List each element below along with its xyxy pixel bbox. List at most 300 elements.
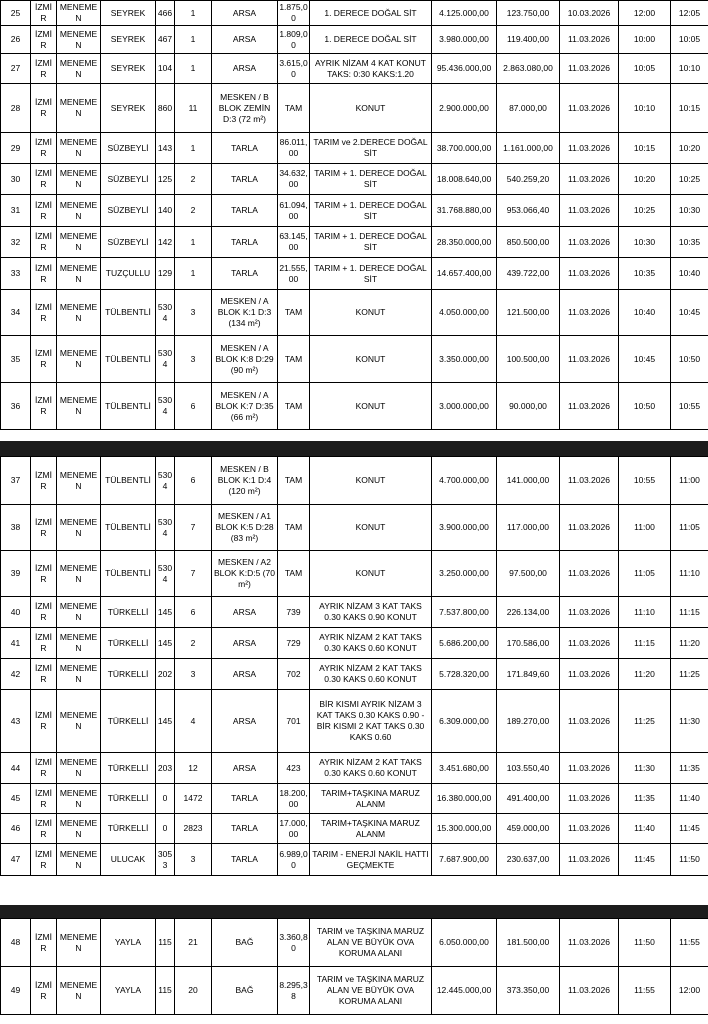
cell-bedel: 4.050.000,00 [432, 290, 497, 336]
cell-saat2: 12:00 [671, 967, 708, 1015]
cell-alan: 17.000,00 [278, 814, 310, 844]
cell-alan: 1.809,00 [278, 26, 310, 54]
cell-bedel: 3.900.000,00 [432, 505, 497, 551]
cell-nitelik: TARLA [212, 258, 278, 290]
cell-teminat: 439.722,00 [497, 258, 560, 290]
cell-nitelik: TARLA [212, 844, 278, 876]
cell-alan: 3.615,00 [278, 54, 310, 84]
cell-imar: KONUT [310, 505, 432, 551]
cell-saat1: 11:00 [619, 505, 671, 551]
cell-mahalle: TÜLBENTLİ [101, 383, 156, 430]
cell-parsel: 3 [175, 844, 212, 876]
cell-parsel: 6 [175, 597, 212, 628]
cell-parsel: 1472 [175, 784, 212, 814]
cell-mahalle: SÜZBEYLİ [101, 133, 156, 164]
cell-saat1: 10:55 [619, 457, 671, 505]
cell-ilce: MENEMEN [57, 753, 101, 784]
cell-tarih: 11.03.2026 [560, 54, 619, 84]
cell-ada: 5304 [156, 505, 175, 551]
cell-teminat: 230.637,00 [497, 844, 560, 876]
cell-ada: 5304 [156, 336, 175, 383]
cell-no: 35 [1, 336, 31, 383]
cell-bedel: 4.125.000,00 [432, 1, 497, 26]
cell-ada: 467 [156, 26, 175, 54]
cell-bedel: 38.700.000,00 [432, 133, 497, 164]
cell-imar: KONUT [310, 457, 432, 505]
cell-no: 45 [1, 784, 31, 814]
cell-ilce: MENEMEN [57, 227, 101, 258]
cell-alan: 702 [278, 659, 310, 690]
cell-imar: AYRIK NİZAM 3 KAT TAKS 0.30 KAKS 0.90 KONUT [310, 597, 432, 628]
cell-saat2: 10:45 [671, 290, 708, 336]
cell-tarih: 11.03.2026 [560, 164, 619, 195]
cell-saat2: 11:20 [671, 628, 708, 659]
cell-teminat: 170.586,00 [497, 628, 560, 659]
cell-ilce: MENEMEN [57, 844, 101, 876]
cell-saat1: 10:40 [619, 290, 671, 336]
cell-saat2: 11:25 [671, 659, 708, 690]
cell-nitelik: BAĞ [212, 919, 278, 967]
cell-parsel: 3 [175, 290, 212, 336]
cell-ada: 104 [156, 54, 175, 84]
table-row [1, 84, 708, 133]
cell-no: 43 [1, 690, 31, 753]
cell-alan: 729 [278, 628, 310, 659]
cell-saat2: 12:05 [671, 1, 708, 26]
cell-mahalle: TÜRKELLİ [101, 690, 156, 753]
cell-ada: 5304 [156, 457, 175, 505]
cell-imar: KONUT [310, 383, 432, 430]
cell-saat1: 11:45 [619, 844, 671, 876]
cell-ilce: MENEMEN [57, 195, 101, 227]
cell-saat1: 11:50 [619, 919, 671, 967]
cell-parsel: 12 [175, 753, 212, 784]
cell-parsel: 1 [175, 258, 212, 290]
cell-ilce: MENEMEN [57, 336, 101, 383]
page-break-band [0, 905, 708, 918]
cell-mahalle: TÜLBENTLİ [101, 551, 156, 597]
cell-alan: TAM [278, 290, 310, 336]
cell-tarih: 11.03.2026 [560, 919, 619, 967]
cell-saat2: 11:30 [671, 690, 708, 753]
table-row [1, 133, 708, 164]
cell-ilce: MENEMEN [57, 814, 101, 844]
cell-bedel: 95.436.000,00 [432, 54, 497, 84]
cell-mahalle: SEYREK [101, 1, 156, 26]
cell-teminat: 171.849,60 [497, 659, 560, 690]
cell-imar: TARIM ve 2.DERECE DOĞAL SİT [310, 133, 432, 164]
table-row [1, 628, 708, 659]
cell-imar: TARIM+TAŞKINA MARUZ ALANM [310, 784, 432, 814]
cell-no: 41 [1, 628, 31, 659]
cell-ilce: MENEMEN [57, 26, 101, 54]
cell-alan: 86.011,00 [278, 133, 310, 164]
table-row [1, 26, 708, 54]
auction-list-table [0, 918, 708, 1015]
cell-tarih: 11.03.2026 [560, 967, 619, 1015]
cell-parsel: 4 [175, 690, 212, 753]
cell-tarih: 11.03.2026 [560, 26, 619, 54]
cell-saat2: 11:45 [671, 814, 708, 844]
cell-parsel: 6 [175, 457, 212, 505]
cell-nitelik: MESKEN / B BLOK ZEMİN D:3 (72 m²) [212, 84, 278, 133]
cell-no: 28 [1, 84, 31, 133]
cell-nitelik: MESKEN / A1 BLOK K:5 D:28 (83 m²) [212, 505, 278, 551]
cell-parsel: 3 [175, 336, 212, 383]
cell-no: 40 [1, 597, 31, 628]
cell-bedel: 3.350.000,00 [432, 336, 497, 383]
cell-mahalle: YAYLA [101, 967, 156, 1015]
cell-tarih: 11.03.2026 [560, 628, 619, 659]
cell-mahalle: TÜLBENTLİ [101, 336, 156, 383]
cell-nitelik: MESKEN / A BLOK K:8 D:29 (90 m²) [212, 336, 278, 383]
cell-alan: TAM [278, 336, 310, 383]
table-row [1, 597, 708, 628]
cell-nitelik: ARSA [212, 26, 278, 54]
cell-il: İZMİR [31, 967, 57, 1015]
cell-saat1: 11:30 [619, 753, 671, 784]
table-row [1, 919, 708, 967]
cell-no: 47 [1, 844, 31, 876]
cell-alan: 1.875,00 [278, 1, 310, 26]
cell-tarih: 11.03.2026 [560, 336, 619, 383]
cell-no: 48 [1, 919, 31, 967]
cell-parsel: 1 [175, 1, 212, 26]
cell-no: 42 [1, 659, 31, 690]
cell-il: İZMİR [31, 919, 57, 967]
cell-il: İZMİR [31, 597, 57, 628]
cell-il: İZMİR [31, 844, 57, 876]
cell-saat1: 11:10 [619, 597, 671, 628]
cell-ilce: MENEMEN [57, 84, 101, 133]
cell-no: 31 [1, 195, 31, 227]
cell-mahalle: TÜRKELLİ [101, 597, 156, 628]
cell-il: İZMİR [31, 814, 57, 844]
cell-mahalle: SEYREK [101, 26, 156, 54]
cell-teminat: 540.259,20 [497, 164, 560, 195]
cell-tarih: 11.03.2026 [560, 784, 619, 814]
table-row [1, 54, 708, 84]
cell-imar: 1. DERECE DOĞAL SİT [310, 26, 432, 54]
auction-list-table [0, 456, 708, 876]
cell-parsel: 6 [175, 383, 212, 430]
cell-parsel: 2823 [175, 814, 212, 844]
cell-alan: 8.295,38 [278, 967, 310, 1015]
cell-imar: AYRIK NİZAM 2 KAT TAKS 0.30 KAKS 0.60 KONUT [310, 753, 432, 784]
cell-alan: 61.094,00 [278, 195, 310, 227]
cell-teminat: 97.500,00 [497, 551, 560, 597]
cell-il: İZMİR [31, 133, 57, 164]
cell-parsel: 1 [175, 54, 212, 84]
cell-no: 25 [1, 1, 31, 26]
cell-ada: 202 [156, 659, 175, 690]
cell-bedel: 5.728.320,00 [432, 659, 497, 690]
cell-il: İZMİR [31, 628, 57, 659]
table-row [1, 164, 708, 195]
cell-no: 34 [1, 290, 31, 336]
cell-saat1: 10:00 [619, 26, 671, 54]
cell-nitelik: MESKEN / A2 BLOK K:D:5 (70 m²) [212, 551, 278, 597]
cell-saat1: 10:30 [619, 227, 671, 258]
cell-ilce: MENEMEN [57, 659, 101, 690]
cell-no: 44 [1, 753, 31, 784]
cell-alan: TAM [278, 551, 310, 597]
cell-ilce: MENEMEN [57, 133, 101, 164]
cell-bedel: 3.250.000,00 [432, 551, 497, 597]
cell-bedel: 31.768.880,00 [432, 195, 497, 227]
cell-no: 26 [1, 26, 31, 54]
cell-ilce: MENEMEN [57, 967, 101, 1015]
cell-alan: 63.145,00 [278, 227, 310, 258]
cell-bedel: 12.445.000,00 [432, 967, 497, 1015]
cell-teminat: 121.500,00 [497, 290, 560, 336]
table-row [1, 690, 708, 753]
cell-alan: 18.200,00 [278, 784, 310, 814]
cell-tarih: 11.03.2026 [560, 844, 619, 876]
cell-mahalle: YAYLA [101, 919, 156, 967]
cell-ada: 0 [156, 784, 175, 814]
cell-bedel: 7.687.900,00 [432, 844, 497, 876]
cell-il: İZMİR [31, 505, 57, 551]
page-break-band [0, 441, 708, 456]
cell-tarih: 11.03.2026 [560, 753, 619, 784]
cell-no: 38 [1, 505, 31, 551]
cell-no: 27 [1, 54, 31, 84]
cell-parsel: 11 [175, 84, 212, 133]
table-row [1, 784, 708, 814]
cell-no: 29 [1, 133, 31, 164]
cell-il: İZMİR [31, 84, 57, 133]
cell-alan: 423 [278, 753, 310, 784]
table-row [1, 457, 708, 505]
table-row [1, 551, 708, 597]
cell-il: İZMİR [31, 54, 57, 84]
cell-il: İZMİR [31, 659, 57, 690]
cell-tarih: 11.03.2026 [560, 195, 619, 227]
cell-no: 30 [1, 164, 31, 195]
cell-saat2: 11:55 [671, 919, 708, 967]
cell-tarih: 11.03.2026 [560, 659, 619, 690]
cell-teminat: 181.500,00 [497, 919, 560, 967]
cell-bedel: 7.537.800,00 [432, 597, 497, 628]
cell-mahalle: TÜLBENTLİ [101, 290, 156, 336]
cell-teminat: 953.066,40 [497, 195, 560, 227]
cell-imar: KONUT [310, 84, 432, 133]
cell-il: İZMİR [31, 227, 57, 258]
cell-saat1: 10:45 [619, 336, 671, 383]
table-row [1, 505, 708, 551]
cell-nitelik: TARLA [212, 227, 278, 258]
table-row [1, 844, 708, 876]
cell-saat1: 11:25 [619, 690, 671, 753]
cell-ada: 145 [156, 597, 175, 628]
cell-nitelik: ARSA [212, 54, 278, 84]
cell-mahalle: TÜRKELLİ [101, 784, 156, 814]
cell-teminat: 373.350,00 [497, 967, 560, 1015]
cell-il: İZMİR [31, 26, 57, 54]
table-row [1, 383, 708, 430]
cell-ilce: MENEMEN [57, 457, 101, 505]
table-row [1, 967, 708, 1015]
cell-tarih: 11.03.2026 [560, 551, 619, 597]
cell-ada: 140 [156, 195, 175, 227]
cell-teminat: 90.000,00 [497, 383, 560, 430]
cell-teminat: 119.400,00 [497, 26, 560, 54]
cell-ada: 145 [156, 628, 175, 659]
cell-ada: 142 [156, 227, 175, 258]
cell-alan: TAM [278, 383, 310, 430]
cell-imar: KONUT [310, 336, 432, 383]
cell-alan: 6.989,00 [278, 844, 310, 876]
cell-no: 37 [1, 457, 31, 505]
cell-ada: 5304 [156, 383, 175, 430]
table-row [1, 659, 708, 690]
cell-saat1: 10:15 [619, 133, 671, 164]
cell-teminat: 850.500,00 [497, 227, 560, 258]
cell-bedel: 18.008.640,00 [432, 164, 497, 195]
cell-parsel: 7 [175, 505, 212, 551]
cell-teminat: 491.400,00 [497, 784, 560, 814]
cell-saat2: 10:05 [671, 26, 708, 54]
table-row [1, 753, 708, 784]
cell-il: İZMİR [31, 290, 57, 336]
cell-tarih: 11.03.2026 [560, 457, 619, 505]
cell-imar: TARIM + 1. DERECE DOĞAL SİT [310, 258, 432, 290]
cell-parsel: 2 [175, 628, 212, 659]
cell-saat2: 10:40 [671, 258, 708, 290]
cell-bedel: 15.300.000,00 [432, 814, 497, 844]
cell-saat2: 10:30 [671, 195, 708, 227]
cell-tarih: 11.03.2026 [560, 227, 619, 258]
cell-nitelik: ARSA [212, 628, 278, 659]
cell-no: 36 [1, 383, 31, 430]
table-page-section [0, 918, 708, 1015]
cell-tarih: 11.03.2026 [560, 84, 619, 133]
cell-alan: 3.360,80 [278, 919, 310, 967]
cell-parsel: 20 [175, 967, 212, 1015]
cell-il: İZMİR [31, 753, 57, 784]
cell-mahalle: TÜLBENTLİ [101, 457, 156, 505]
cell-saat2: 10:55 [671, 383, 708, 430]
cell-saat2: 10:25 [671, 164, 708, 195]
cell-mahalle: SÜZBEYLİ [101, 227, 156, 258]
cell-imar: BİR KISMI AYRIK NİZAM 3 KAT TAKS 0.30 KAKS 0.90 - BİR KISMI 2 KAT TAKS 0.30 KAKS 0.60 [310, 690, 432, 753]
cell-alan: 739 [278, 597, 310, 628]
cell-saat1: 11:20 [619, 659, 671, 690]
cell-parsel: 1 [175, 133, 212, 164]
cell-ilce: MENEMEN [57, 628, 101, 659]
cell-nitelik: TARLA [212, 164, 278, 195]
cell-ada: 5304 [156, 551, 175, 597]
cell-nitelik: TARLA [212, 814, 278, 844]
cell-saat1: 10:35 [619, 258, 671, 290]
cell-teminat: 459.000,00 [497, 814, 560, 844]
cell-bedel: 6.309.000,00 [432, 690, 497, 753]
cell-il: İZMİR [31, 336, 57, 383]
cell-alan: 34.632,00 [278, 164, 310, 195]
auction-list-table [0, 0, 708, 430]
cell-saat2: 10:20 [671, 133, 708, 164]
cell-saat1: 11:15 [619, 628, 671, 659]
cell-ada: 860 [156, 84, 175, 133]
cell-ilce: MENEMEN [57, 690, 101, 753]
cell-bedel: 6.050.000,00 [432, 919, 497, 967]
cell-tarih: 11.03.2026 [560, 258, 619, 290]
cell-ada: 466 [156, 1, 175, 26]
cell-teminat: 123.750,00 [497, 1, 560, 26]
cell-saat2: 11:05 [671, 505, 708, 551]
cell-parsel: 2 [175, 195, 212, 227]
cell-alan: 701 [278, 690, 310, 753]
cell-no: 39 [1, 551, 31, 597]
cell-nitelik: ARSA [212, 690, 278, 753]
cell-parsel: 21 [175, 919, 212, 967]
cell-il: İZMİR [31, 195, 57, 227]
cell-mahalle: SÜZBEYLİ [101, 195, 156, 227]
cell-nitelik: MESKEN / B BLOK K:1 D:4 (120 m²) [212, 457, 278, 505]
cell-ada: 129 [156, 258, 175, 290]
cell-saat2: 10:50 [671, 336, 708, 383]
cell-no: 33 [1, 258, 31, 290]
cell-nitelik: BAĞ [212, 967, 278, 1015]
cell-imar: TARIM ve TAŞKINA MARUZ ALAN VE BÜYÜK OVA KORUMA ALANI [310, 919, 432, 967]
cell-mahalle: SÜZBEYLİ [101, 164, 156, 195]
cell-nitelik: TARLA [212, 133, 278, 164]
cell-parsel: 3 [175, 659, 212, 690]
cell-ilce: MENEMEN [57, 383, 101, 430]
cell-no: 49 [1, 967, 31, 1015]
cell-bedel: 2.900.000,00 [432, 84, 497, 133]
cell-ilce: MENEMEN [57, 784, 101, 814]
cell-parsel: 7 [175, 551, 212, 597]
cell-imar: AYRIK NİZAM 2 KAT TAKS 0.30 KAKS 0.60 KONUT [310, 659, 432, 690]
cell-il: İZMİR [31, 457, 57, 505]
cell-tarih: 10.03.2026 [560, 1, 619, 26]
table-page-section [0, 456, 708, 876]
cell-mahalle: SEYREK [101, 54, 156, 84]
cell-mahalle: TÜRKELLİ [101, 753, 156, 784]
cell-nitelik: TARLA [212, 195, 278, 227]
cell-bedel: 4.700.000,00 [432, 457, 497, 505]
cell-ada: 203 [156, 753, 175, 784]
cell-bedel: 3.980.000,00 [432, 26, 497, 54]
cell-ilce: MENEMEN [57, 597, 101, 628]
cell-mahalle: ULUCAK [101, 844, 156, 876]
cell-saat2: 11:35 [671, 753, 708, 784]
cell-imar: KONUT [310, 551, 432, 597]
cell-ilce: MENEMEN [57, 919, 101, 967]
cell-bedel: 5.686.200,00 [432, 628, 497, 659]
cell-il: İZMİR [31, 164, 57, 195]
cell-mahalle: TÜLBENTLİ [101, 505, 156, 551]
cell-alan: TAM [278, 84, 310, 133]
table-row [1, 1, 708, 26]
cell-ilce: MENEMEN [57, 258, 101, 290]
cell-saat1: 11:35 [619, 784, 671, 814]
cell-ada: 115 [156, 967, 175, 1015]
cell-imar: TARIM + 1. DERECE DOĞAL SİT [310, 164, 432, 195]
cell-ada: 0 [156, 814, 175, 844]
cell-nitelik: TARLA [212, 784, 278, 814]
cell-saat2: 11:15 [671, 597, 708, 628]
cell-nitelik: ARSA [212, 659, 278, 690]
cell-nitelik: ARSA [212, 597, 278, 628]
cell-nitelik: MESKEN / A BLOK K:1 D:3 (134 m²) [212, 290, 278, 336]
cell-tarih: 11.03.2026 [560, 383, 619, 430]
cell-imar: 1. DERECE DOĞAL SİT [310, 1, 432, 26]
cell-mahalle: TÜRKELLİ [101, 659, 156, 690]
cell-nitelik: ARSA [212, 1, 278, 26]
